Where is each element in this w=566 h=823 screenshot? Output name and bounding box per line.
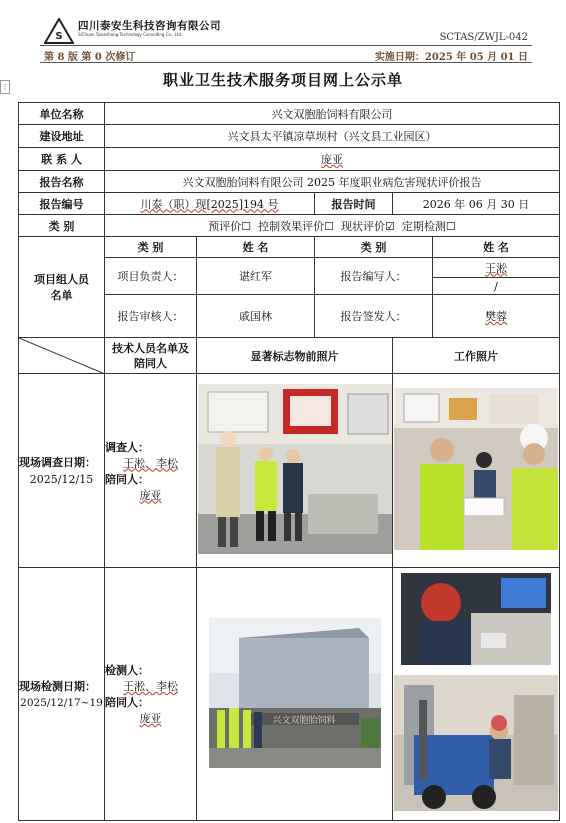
team-r1-name-2b: / <box>433 278 560 295</box>
team-label: 项目组人员名单 <box>19 237 105 338</box>
type-control-eval[interactable]: 控制效果评价☐ <box>258 219 335 233</box>
survey-work-photo-cell <box>393 374 560 568</box>
type-pre-eval[interactable]: 预评价☐ <box>208 219 252 233</box>
survey-staff-cell <box>105 374 197 568</box>
survey-landmark-photo <box>198 384 392 554</box>
detect-work-photo-cell <box>393 568 560 821</box>
unit-label: 单位名称 <box>19 103 105 125</box>
svg-text:S: S <box>55 31 63 42</box>
report-name-label: 报告名称 <box>19 171 105 193</box>
col-landmark-header: 显著标志物前照片 <box>197 338 393 374</box>
survey-role-2: 陪同人： <box>105 472 149 486</box>
page-title: 职业卫生技术服务项目网上公示单 <box>162 71 403 89</box>
team-r1-name: 谌红军 <box>197 258 315 295</box>
detect-landmark-photo <box>209 618 381 768</box>
team-r2-name: 戚国林 <box>197 295 315 338</box>
survey-date-value: 2025/12/15 <box>29 473 94 486</box>
header-divider-bottom <box>40 62 532 63</box>
detect-work-photo-bottom-wrap <box>393 675 559 815</box>
detect-accompany: 庞亚 <box>139 712 162 725</box>
team-r2-category: 报告审核人： <box>105 295 197 338</box>
detect-names: 王淞、李松 <box>123 680 178 693</box>
type-options <box>105 215 560 237</box>
type-label: 类 别 <box>19 215 105 237</box>
detect-work-photo-top-wrap <box>393 573 559 669</box>
team-head-name-2: 姓 名 <box>433 237 560 258</box>
team-r1-category-2: 报告编写人： <box>315 258 433 295</box>
document-code: SCTAS/ZWJL-042 <box>439 32 528 43</box>
report-no-label: 报告编号 <box>19 193 105 215</box>
detect-role-1: 检测人： <box>105 664 149 677</box>
gate-sign-text: 兴文双胞胎饲料 <box>271 715 336 726</box>
diagonal-line-icon <box>19 338 105 374</box>
company-name: 四川泰安生科技咨询有限公司 <box>78 20 221 32</box>
document-header <box>40 14 532 62</box>
version-info: 第 8 版 第 0 次修订 <box>44 52 136 63</box>
report-no-value: 川泰（职）现[2025]194 号 <box>105 193 315 215</box>
detect-date-label: 现场检测日期： <box>19 680 96 693</box>
detect-date-cell <box>19 568 105 821</box>
detect-staff-cell <box>105 568 197 821</box>
diagonal-header-cell <box>19 338 105 374</box>
detect-landmark-photo-cell <box>197 568 393 821</box>
survey-work-photo <box>394 388 558 550</box>
detect-work-photo-bottom <box>394 675 558 811</box>
address-label: 建设地址 <box>19 125 105 148</box>
info-table <box>18 102 560 821</box>
team-r2-category-2: 报告签发人： <box>315 295 433 338</box>
detect-role-2: 陪同人： <box>105 696 149 709</box>
header-divider <box>40 45 532 46</box>
col-staff-header: 技术人员名单及陪同人 <box>105 338 197 374</box>
address-value: 兴文县太平镇凉草坝村（兴文县工业园区） <box>105 125 560 148</box>
type-periodic-test[interactable]: 定期检测☐ <box>401 219 456 233</box>
contact-label: 联 系 人 <box>19 148 105 171</box>
report-time-label: 报告时间 <box>315 193 393 215</box>
team-head-category-2: 类 别 <box>315 237 433 258</box>
team-r2-name-2: 樊蓉 <box>433 295 560 338</box>
detect-date-value: 2025/12/17~19 <box>20 697 103 709</box>
implementation-date: 实施日期：2025 年 05 月 01 日 <box>374 52 528 63</box>
team-head-name: 姓 名 <box>197 237 315 258</box>
detect-work-photo-top <box>401 573 551 665</box>
survey-role-1: 调查人： <box>105 440 149 454</box>
team-r1-name-2a: 王淞 <box>433 258 560 278</box>
survey-landmark-photo-cell <box>197 374 393 568</box>
report-time-value: 2026 年 06 月 30 日 <box>393 193 560 215</box>
survey-accompany: 庞亚 <box>139 488 162 502</box>
team-head-category: 类 别 <box>105 237 197 258</box>
company-logo-icon <box>44 18 74 44</box>
survey-names: 王淞、李松 <box>123 456 178 470</box>
survey-date-label: 现场调查日期： <box>19 456 96 469</box>
col-work-header: 工作照片 <box>393 338 560 374</box>
report-name-value: 兴文双胞胎饲料有限公司 2025 年度职业病危害现状评价报告 <box>105 171 560 193</box>
contact-value: 庞亚 <box>105 148 560 171</box>
survey-date-cell <box>19 374 105 568</box>
drag-handle-icon[interactable]: ⋮ <box>0 80 10 94</box>
unit-value: 兴文双胞胎饲料有限公司 <box>105 103 560 125</box>
type-status-eval[interactable]: 现状评价☑ <box>341 219 395 233</box>
company-name-en: SiChuan Taianshong Technology Consulting Co., Ltd. <box>78 32 183 37</box>
team-r1-category: 项目负责人： <box>105 258 197 295</box>
